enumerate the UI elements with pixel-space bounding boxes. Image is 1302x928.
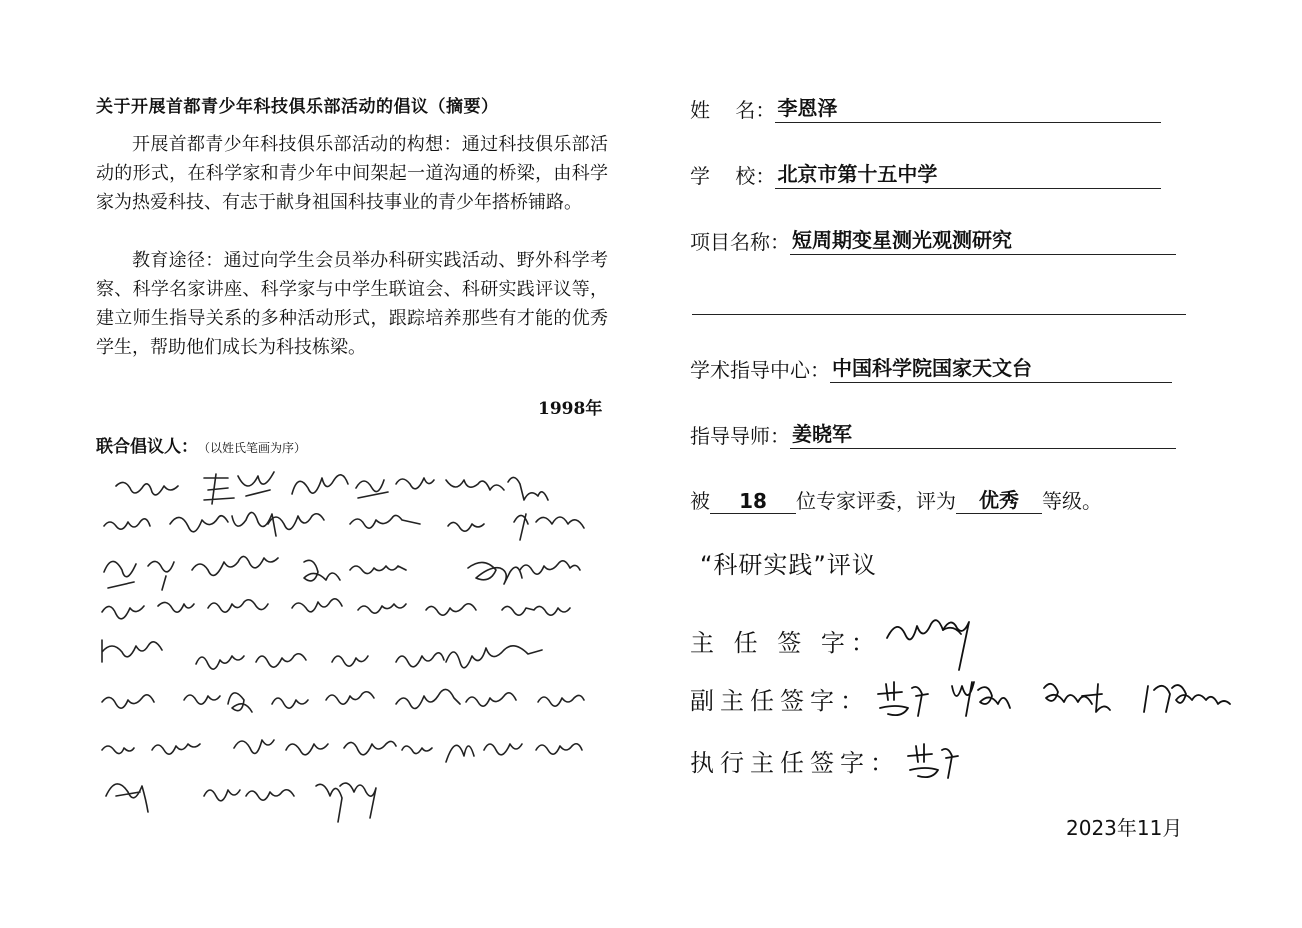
project-continuation-line [692,314,1186,315]
student-name-value: 李恩泽 [775,92,1161,123]
education-paragraph: 教育途径：通过向学生会员举办科研实践活动、野外科学考察、科学名家讲座、科学家与中学生联谊会、科研实践评议等，建立师生指导关系的多种活动形式，跟踪培养那些有才能的优秀学生，帮助他们成长为科技栋梁。 [96,250,608,358]
concept-paragraph: 开展首都青少年科技俱乐部活动的构想：通过科技俱乐部活动的形式，在科学家和青少年中间架起一道沟通的桥梁，由科学家为热爱科技、有志于献身祖国科技事业的青少年搭桥铺路。 [96,134,608,213]
deputy-sign-row [690,668,1272,728]
project-label: 项目名称： [690,230,790,254]
co-initiators-label [96,432,306,457]
mentor-value: 姜晓军 [790,418,1176,449]
document-title: 关于开展首都青少年科技俱乐部活动的倡议（摘要） [96,97,499,117]
executive-sign-row [690,730,982,790]
center-label: 学术指导中心： [690,358,830,382]
review-section-title: “科研实践”评议 [700,551,877,579]
project-row [690,224,1176,255]
executive-signature [902,730,982,790]
issue-date: 2023年11月 [1066,816,1183,840]
school-value: 北京市第十五中学 [775,158,1161,189]
director-sign-label: 主 任 签 字： [690,628,881,657]
deputy-signatures [872,668,1272,728]
rating-sentence [690,484,1102,514]
rating-middle: 位专家评委，评为 [796,489,956,513]
initiative-year: 1998年 [538,399,603,419]
grade-value: 优秀 [956,484,1042,514]
mentor-label: 指导导师： [690,424,790,448]
handwritten-signatures [96,466,636,866]
student-name-label: 姓 名： [690,98,776,122]
director-sign-row [690,608,993,672]
school-row [690,158,1161,189]
school-label: 学 校： [690,164,776,188]
director-signature [883,608,993,672]
executive-sign-label: 执行主任签字： [690,748,900,777]
project-value: 短周期变星测光观测研究 [790,224,1176,255]
co-initiators-note: （以姓氏笔画为序） [204,441,307,455]
center-row [690,352,1172,383]
co-initiators-heading: 联合倡议人： [96,437,198,457]
deputy-sign-label: 副主任签字： [690,686,870,715]
rating-prefix: 被 [690,489,710,513]
experts-count: 18 [710,489,796,514]
mentor-row [690,418,1176,449]
rating-suffix: 等级。 [1042,489,1102,513]
student-name-row [690,92,1161,123]
center-value: 中国科学院国家天文台 [830,352,1172,383]
